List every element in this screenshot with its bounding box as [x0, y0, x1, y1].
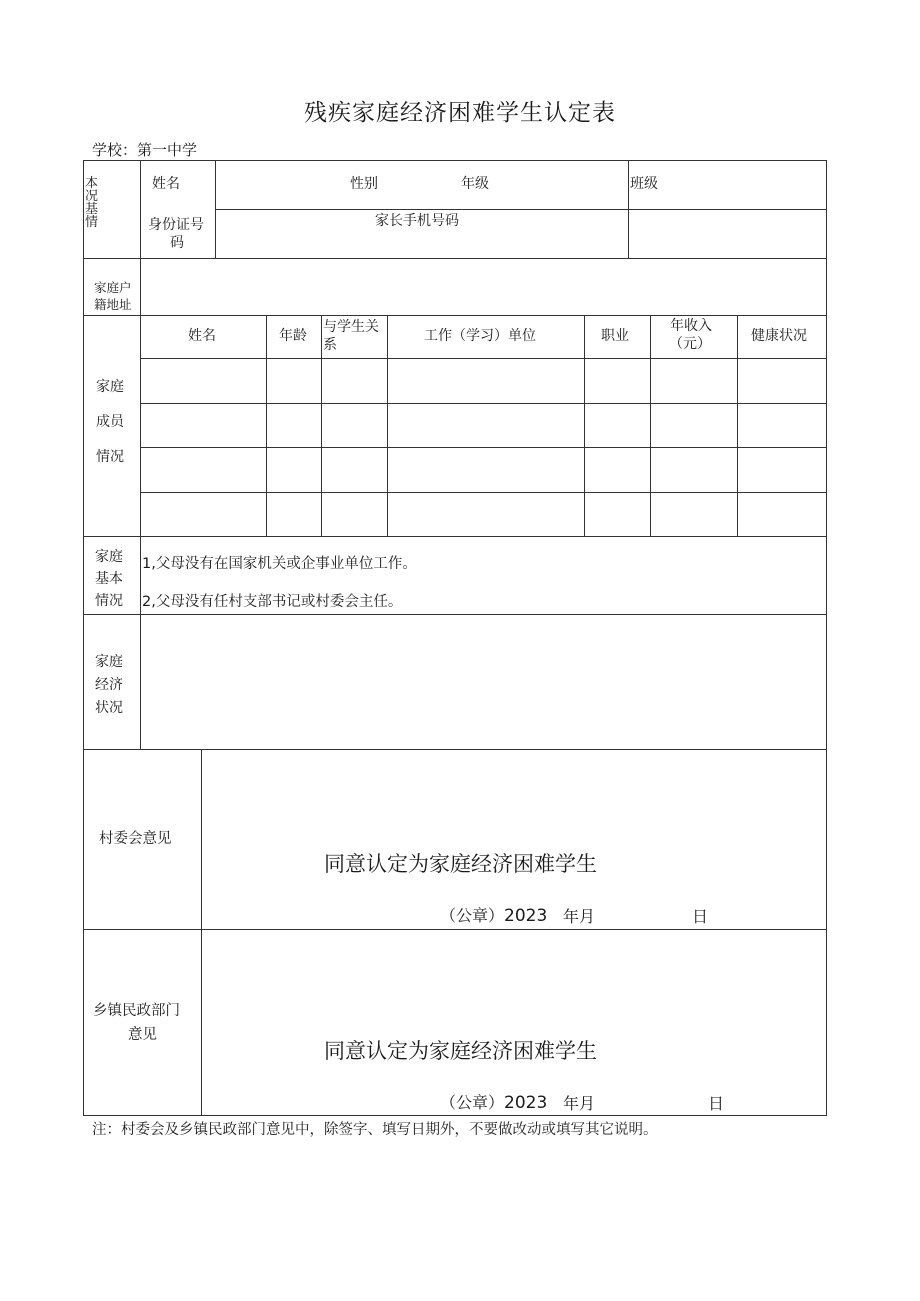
header-income-line2: （元）	[669, 336, 711, 352]
gender-label: 性别	[350, 176, 378, 192]
basic-situation-bottom	[83, 614, 826, 615]
town-opinion-label: 乡镇民政部门	[93, 1003, 180, 1019]
town-statement: 同意认定为家庭经济困难学生	[324, 1039, 597, 1063]
village-year: 2023	[504, 906, 548, 926]
header-relation-line2: 系	[323, 337, 337, 353]
table-top-border	[83, 160, 827, 161]
village-seal	[440, 906, 547, 926]
basic-row-divider	[215, 209, 826, 210]
opinion-col	[201, 749, 202, 1115]
members-col-name	[266, 315, 267, 537]
basic-bottom-line	[83, 258, 826, 259]
parent-phone-label: 家长手机号码	[375, 213, 459, 229]
members-section-label: 家庭 成员 情况	[96, 379, 124, 465]
id-number-label-line2: 码	[170, 235, 184, 251]
basic-situation-col	[140, 536, 141, 749]
form-title: 残疾家庭经济困难学生认定表	[304, 100, 616, 126]
town-day: 日	[708, 1094, 725, 1113]
members-row-3	[140, 447, 826, 448]
basic-col-2	[215, 160, 216, 258]
footnote: 注：村委会及乡镇民政部门意见中，除签字、填写日期外，不要做改动或填写其它说明。	[92, 1122, 658, 1138]
village-seal-text: （公章）	[440, 906, 505, 925]
town-opinion-label-line2: 意见	[128, 1027, 157, 1043]
id-number-label: 身份证号	[148, 217, 204, 233]
village-statement: 同意认定为家庭经济困难学生	[324, 852, 597, 876]
economy-bottom-line	[83, 749, 826, 750]
members-col-work	[584, 315, 585, 537]
household-label-line2: 籍地址	[94, 297, 132, 312]
basic-section-label: 本 况 基 情	[85, 176, 99, 230]
members-row-2	[140, 403, 826, 404]
basic-col-3	[628, 160, 629, 258]
table-bottom-border	[83, 1115, 827, 1116]
basic-situation-item-1: 1,父母没有在国家机关或企事业单位工作。	[142, 556, 417, 572]
class-label: 班级	[630, 176, 658, 192]
name-label: 姓名	[152, 176, 180, 192]
economy-section-label: 家庭 经济 状况	[95, 654, 123, 716]
basic-col-1	[140, 160, 141, 258]
header-relation: 与学生关	[323, 319, 379, 335]
members-row-4	[140, 492, 826, 493]
village-month: 年月	[563, 907, 596, 926]
members-bottom-line	[83, 536, 826, 537]
header-health: 健康状况	[751, 328, 807, 344]
town-year: 2023	[504, 1093, 548, 1113]
household-col	[140, 258, 141, 315]
members-col-relation	[387, 315, 388, 537]
members-col-label	[140, 315, 141, 537]
table-right-border	[826, 160, 827, 1116]
household-bottom-line	[83, 315, 826, 316]
household-label: 家庭户	[94, 280, 132, 295]
members-col-age	[321, 315, 322, 537]
members-col-income	[737, 315, 738, 537]
header-work-unit: 工作（学习）单位	[424, 328, 536, 344]
village-opinion-label: 村委会意见	[99, 831, 172, 847]
members-row-1	[140, 358, 826, 359]
basic-situation-item-2: 2,父母没有任村支部书记或村委会主任。	[142, 594, 403, 610]
village-day: 日	[692, 907, 709, 926]
members-col-occupation	[650, 315, 651, 537]
table-left-border	[83, 160, 84, 1116]
header-age: 年龄	[279, 328, 307, 344]
opinion-divider	[83, 929, 826, 930]
town-seal	[440, 1093, 547, 1113]
basic-situation-label: 家庭 基本 情况	[95, 549, 123, 609]
header-name: 姓名	[188, 328, 216, 344]
town-month: 年月	[563, 1094, 596, 1113]
town-seal-text: （公章）	[440, 1093, 505, 1112]
school-line: 学校：第一中学	[92, 141, 198, 159]
header-occupation: 职业	[601, 328, 629, 344]
grade-label: 年级	[461, 176, 489, 192]
header-income: 年收入	[670, 318, 712, 334]
